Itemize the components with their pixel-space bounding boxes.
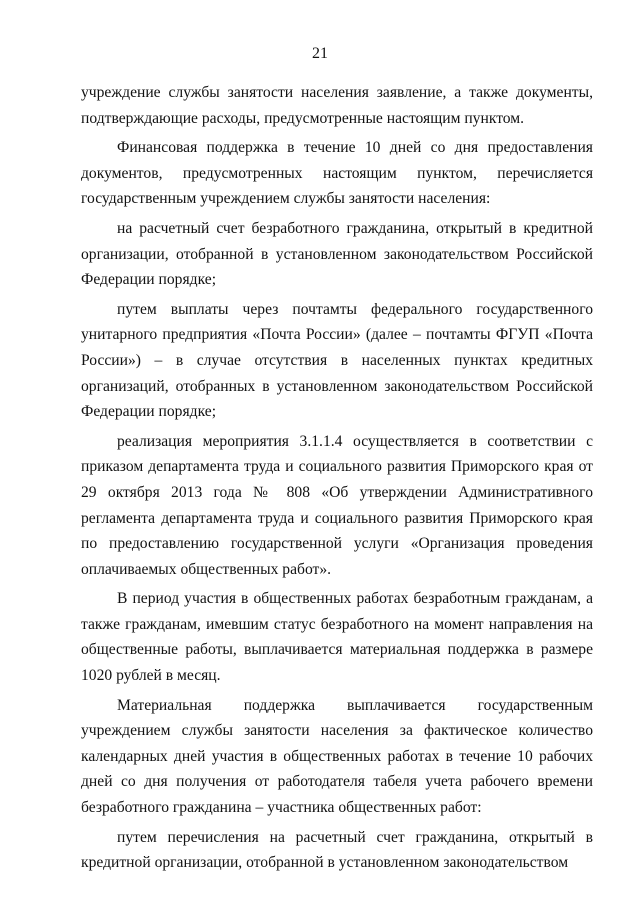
paragraph-implementation: реализация мероприятия 3.1.1.4 осуществляется в соответствии с приказом департамента труда и социального развития Приморского края от 29 октября 2013 года № 808 «Об утверждении Административного регламента департамента труда и социального развития Приморского края по предоставлению государственной услуги «Организация проведения оплачиваемых общественных работ». [81,432,593,578]
paragraph-transfer: путем перечисления на расчетный счет гражданина, открытый в кредитной организации, отобранной в установленном законодательством [81,828,593,872]
document-body [81,80,593,880]
paragraph-bank-account: на расчетный счет безработного гражданина, открытый в кредитной организации, отобранной в установленном законодательством Российской Федерации порядке; [81,219,593,289]
paragraph-continuation: учреждение службы занятости населения заявление, а также документы, подтверждающие расходы, предусмотренные настоящим пунктом. [81,84,593,127]
paragraph-post-office: путем выплаты через почтамты федерального государственного унитарного предприятия «Почта России» (далее – почтамты ФГУП «Почта России») – в случае отсутствия в населенных пунктах кредитных организаций, отобранных в установленном законодательством Российской Федерации порядке; [81,300,593,421]
paragraph-public-works-period: В период участия в общественных работах безработным гражданам, а также гражданам, имевшим статус безработного на момент направления на общественные работы, выплачивается материальная поддержка в размере 1020 рублей в месяц. [81,590,593,685]
page-number: 21 [312,45,328,62]
paragraph-financial-support: Финансовая поддержка в течение 10 дней со дня предоставления документов, предусмотренных настоящим пунктом, перечисляется государственным учреждением службы занятости населения: [81,139,593,208]
paragraph-material-support: Материальная поддержка выплачивается государственным учреждением службы занятости населения за фактическое количество календарных дней участия в общественных работах в течение 10 рабочих дней со дня получения от работодателя табеля учета рабочего времени безработного гражданина – участника общественных работ: [81,696,593,817]
